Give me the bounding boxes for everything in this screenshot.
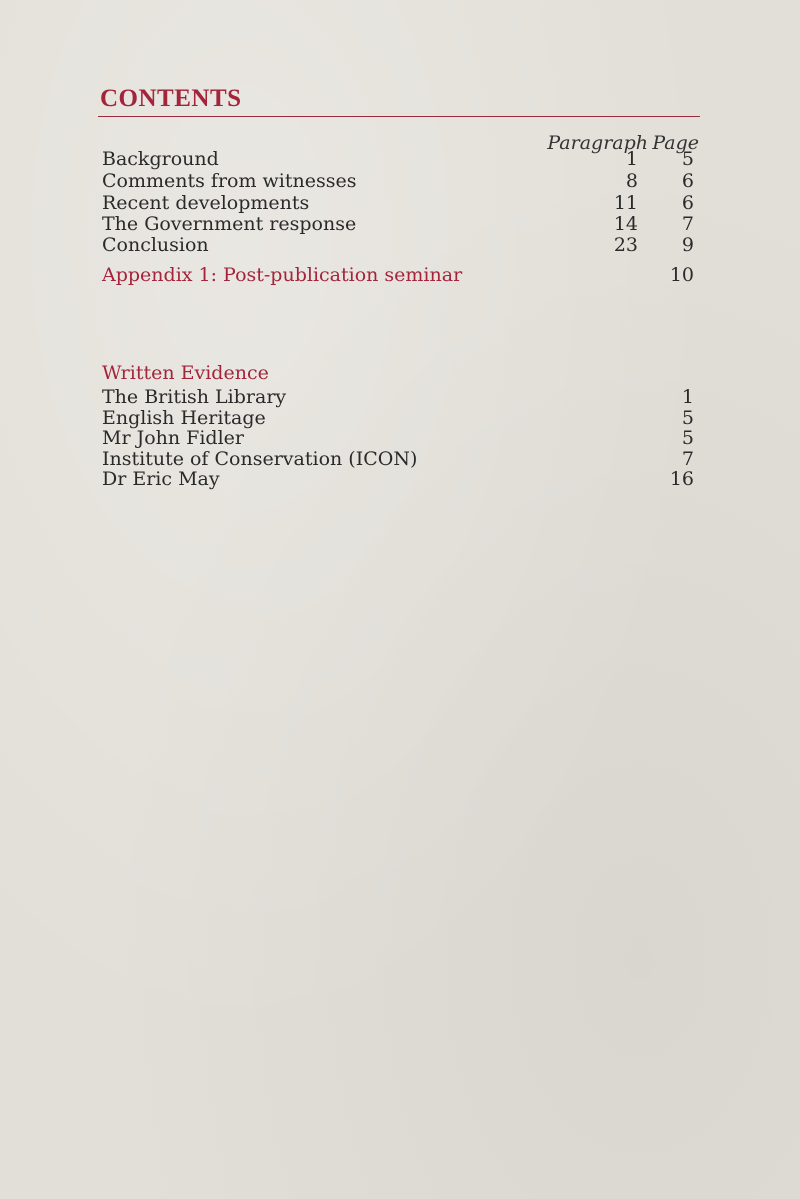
- written-evidence-title: Written Evidence: [102, 362, 269, 384]
- toc-entry-paragraph: 11: [613, 192, 638, 214]
- appendix-title: Appendix 1: Post-publication seminar: [102, 264, 463, 286]
- evidence-entry-page: 7: [681, 448, 694, 470]
- evidence-entry-page: 5: [681, 407, 694, 429]
- toc-entry-page: 5: [681, 148, 694, 170]
- evidence-entry-title: Mr John Fidler: [102, 427, 244, 449]
- toc-entry-paragraph: 8: [625, 170, 638, 192]
- evidence-entry-page: 5: [681, 427, 694, 449]
- evidence-entry-page: 16: [669, 468, 694, 490]
- toc-entry-title: Background: [102, 148, 219, 170]
- heading-rule: [98, 116, 700, 117]
- contents-heading: CONTENTS: [100, 85, 242, 112]
- toc-entry-title: Recent developments: [102, 192, 310, 214]
- paragraph-column-header: Paragraph: [547, 132, 648, 154]
- appendix-page: 10: [669, 264, 694, 286]
- evidence-entry-title: The British Library: [102, 386, 287, 408]
- evidence-entry-title: English Heritage: [102, 407, 266, 429]
- toc-entry-page: 9: [681, 234, 694, 256]
- toc-entry-page: 7: [681, 213, 694, 235]
- evidence-entry-title: Institute of Conservation (ICON): [102, 448, 418, 470]
- evidence-entry-page: 1: [681, 386, 694, 408]
- toc-entry-title: Conclusion: [102, 234, 209, 256]
- toc-entry-paragraph: 23: [613, 234, 638, 256]
- toc-entry-paragraph: 14: [613, 213, 638, 235]
- page-column-header: Page: [652, 132, 699, 154]
- evidence-entry-title: Dr Eric May: [102, 468, 220, 490]
- toc-entry-title: The Government response: [102, 213, 357, 235]
- toc-entry-page: 6: [681, 170, 694, 192]
- toc-entry-page: 6: [681, 192, 694, 214]
- toc-entry-paragraph: 1: [625, 148, 638, 170]
- toc-entry-title: Comments from witnesses: [102, 170, 357, 192]
